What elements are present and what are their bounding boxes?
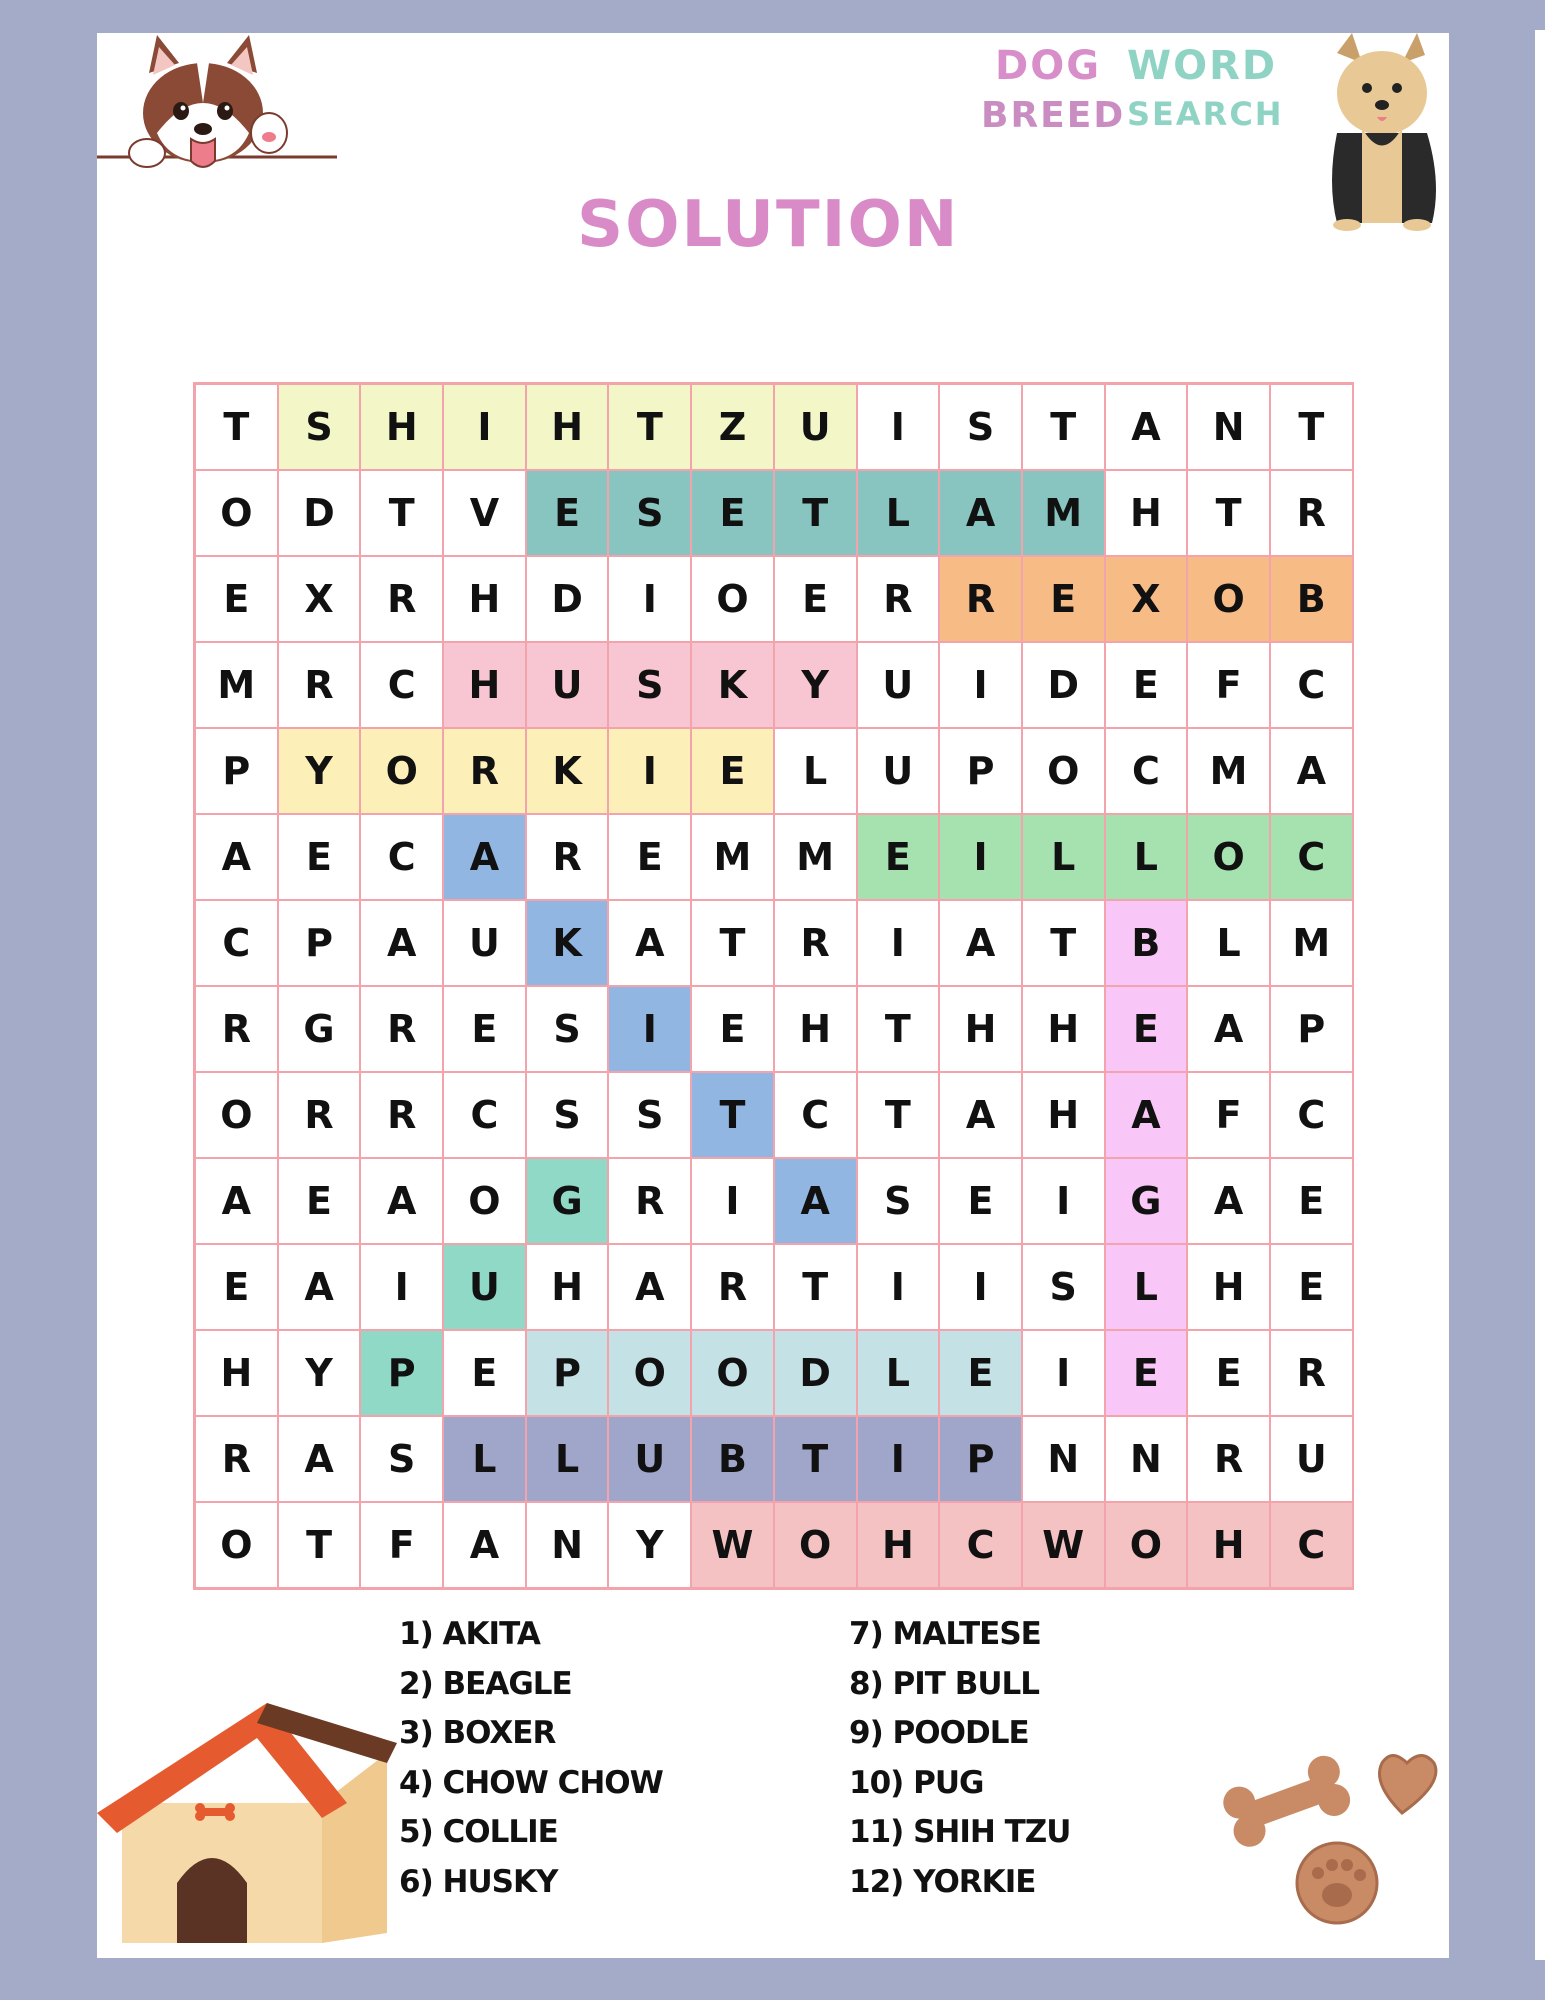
grid-cell: L — [443, 1416, 526, 1502]
grid-cell: E — [1105, 1330, 1188, 1416]
grid-cell: M — [774, 814, 857, 900]
grid-cell: H — [1022, 986, 1105, 1072]
grid-cell: R — [278, 1072, 361, 1158]
grid-cell: A — [443, 814, 526, 900]
grid-cell: F — [360, 1502, 443, 1588]
grid-cell: N — [526, 1502, 609, 1588]
grid-cell: L — [857, 470, 940, 556]
grid-cell: E — [691, 728, 774, 814]
grid-cell: M — [691, 814, 774, 900]
grid-cell: R — [1270, 470, 1353, 556]
grid-cell: P — [1270, 986, 1353, 1072]
title-dog: DOG — [995, 43, 1102, 89]
grid-cell: I — [857, 900, 940, 986]
grid-cell: B — [1270, 556, 1353, 642]
grid-cell: G — [278, 986, 361, 1072]
grid-cell: S — [278, 384, 361, 470]
grid-cell: F — [1187, 642, 1270, 728]
grid-cell: A — [608, 900, 691, 986]
grid-cell: L — [774, 728, 857, 814]
grid-cell: T — [691, 900, 774, 986]
grid-cell: A — [939, 470, 1022, 556]
grid-cell: Y — [774, 642, 857, 728]
word-search-grid — [193, 382, 1354, 1590]
grid-cell: I — [939, 642, 1022, 728]
worksheet-page — [97, 33, 1449, 1958]
grid-cell: A — [195, 1158, 278, 1244]
grid-cell: L — [1105, 814, 1188, 900]
grid-cell: R — [278, 642, 361, 728]
grid-cell: A — [1270, 728, 1353, 814]
solution-heading: SOLUTION — [577, 188, 960, 262]
grid-cell: M — [195, 642, 278, 728]
grid-cell: R — [857, 556, 940, 642]
grid-cell: L — [526, 1416, 609, 1502]
grid-cell: R — [1270, 1330, 1353, 1416]
next-page-edge — [1535, 30, 1545, 1960]
grid-cell: E — [691, 470, 774, 556]
grid-cell: H — [1187, 1244, 1270, 1330]
grid-cell: E — [526, 470, 609, 556]
title-search: SEARCH — [1127, 95, 1284, 133]
grid-cell: U — [608, 1416, 691, 1502]
grid-cell: A — [939, 1072, 1022, 1158]
grid-cell: R — [360, 1072, 443, 1158]
grid-cell: T — [774, 1416, 857, 1502]
word-list-item: 5) COLLIE — [399, 1814, 558, 1850]
grid-cell: I — [939, 814, 1022, 900]
grid-cell: E — [691, 986, 774, 1072]
grid-cell: I — [360, 1244, 443, 1330]
doghouse-illustration — [97, 1693, 397, 1943]
grid-cell: S — [526, 1072, 609, 1158]
grid-cell: O — [1187, 556, 1270, 642]
grid-cell: H — [774, 986, 857, 1072]
grid-cell: E — [939, 1330, 1022, 1416]
grid-cell: S — [939, 384, 1022, 470]
grid-cell: N — [1022, 1416, 1105, 1502]
grid-cell: T — [278, 1502, 361, 1588]
grid-cell: I — [443, 384, 526, 470]
husky-peeking-illustration — [97, 33, 342, 183]
grid-cell: O — [691, 556, 774, 642]
grid-cell: I — [691, 1158, 774, 1244]
grid-cell: K — [526, 900, 609, 986]
word-list-item: 10) PUG — [849, 1764, 984, 1801]
grid-cell: P — [360, 1330, 443, 1416]
grid-cell: T — [1187, 470, 1270, 556]
grid-cell: F — [1187, 1072, 1270, 1158]
grid-cell: C — [1270, 1072, 1353, 1158]
grid-cell: T — [857, 986, 940, 1072]
grid-cell: C — [443, 1072, 526, 1158]
grid-cell: I — [608, 556, 691, 642]
grid-cell: N — [1187, 384, 1270, 470]
grid-cell: L — [1022, 814, 1105, 900]
grid-cell: L — [1187, 900, 1270, 986]
grid-cell: C — [360, 814, 443, 900]
grid-cell: P — [939, 1416, 1022, 1502]
grid-cell: Y — [278, 1330, 361, 1416]
grid-cell: A — [360, 900, 443, 986]
grid-cell: T — [1022, 900, 1105, 986]
grid-cell: E — [443, 986, 526, 1072]
title-word: WORD — [1127, 43, 1278, 89]
grid-cell: C — [774, 1072, 857, 1158]
grid-cell: E — [1022, 556, 1105, 642]
grid-cell: G — [1105, 1158, 1188, 1244]
grid-cell: A — [1105, 1072, 1188, 1158]
grid-cell: R — [195, 986, 278, 1072]
grid-cell: D — [774, 1330, 857, 1416]
grid-cell: S — [360, 1416, 443, 1502]
grid-cell: U — [774, 384, 857, 470]
grid-cell: O — [1187, 814, 1270, 900]
grid-cell: B — [691, 1416, 774, 1502]
grid-cell: E — [195, 556, 278, 642]
grid-cell: T — [691, 1072, 774, 1158]
grid-cell: P — [939, 728, 1022, 814]
grid-cell: X — [1105, 556, 1188, 642]
grid-cell: I — [939, 1244, 1022, 1330]
word-list-item: 1) AKITA — [399, 1616, 540, 1652]
grid-cell: R — [360, 986, 443, 1072]
grid-cell: A — [195, 814, 278, 900]
grid-cell: E — [195, 1244, 278, 1330]
grid-cell: U — [1270, 1416, 1353, 1502]
word-list-item: 12) YORKIE — [849, 1863, 1036, 1900]
word-list-column-2 — [849, 1610, 1070, 1907]
grid-cell: R — [691, 1244, 774, 1330]
grid-cell: E — [939, 1158, 1022, 1244]
grid-cell: A — [1187, 1158, 1270, 1244]
grid-cell: S — [526, 986, 609, 1072]
grid-cell: A — [1187, 986, 1270, 1072]
word-list-item: 6) HUSKY — [399, 1863, 558, 1900]
grid-cell: C — [1105, 728, 1188, 814]
grid-cell: E — [608, 814, 691, 900]
grid-cell: O — [774, 1502, 857, 1588]
grid-cell: T — [195, 384, 278, 470]
grid-cell: H — [443, 556, 526, 642]
word-list-item: 8) PIT BULL — [849, 1665, 1040, 1702]
grid-cell: C — [360, 642, 443, 728]
grid-cell: X — [278, 556, 361, 642]
grid-cell: H — [857, 1502, 940, 1588]
grid-cell: L — [1105, 1244, 1188, 1330]
grid-cell: I — [608, 986, 691, 1072]
grid-cell: K — [526, 728, 609, 814]
grid-cell: O — [443, 1158, 526, 1244]
grid-cell: S — [1022, 1244, 1105, 1330]
grid-cell: H — [939, 986, 1022, 1072]
grid-cell: M — [1022, 470, 1105, 556]
grid-cell: M — [1187, 728, 1270, 814]
grid-cell: V — [443, 470, 526, 556]
grid-cell: H — [443, 642, 526, 728]
grid-cell: P — [195, 728, 278, 814]
grid-cell: R — [939, 556, 1022, 642]
grid-cell: E — [278, 814, 361, 900]
yorkie-illustration — [1307, 33, 1449, 233]
grid-cell: E — [1270, 1158, 1353, 1244]
word-list-item: 3) BOXER — [399, 1715, 556, 1751]
grid-cell: I — [857, 1416, 940, 1502]
grid-cell: T — [774, 470, 857, 556]
grid-cell: I — [608, 728, 691, 814]
grid-cell: O — [1105, 1502, 1188, 1588]
grid-cell: Z — [691, 384, 774, 470]
grid-cell: E — [443, 1330, 526, 1416]
grid-cell: D — [1022, 642, 1105, 728]
grid-cell: I — [857, 384, 940, 470]
grid-cell: E — [1105, 986, 1188, 1072]
grid-cell: A — [939, 900, 1022, 986]
grid-cell: O — [608, 1330, 691, 1416]
grid-cell: D — [278, 470, 361, 556]
grid-cell: T — [774, 1244, 857, 1330]
grid-cell: Y — [608, 1502, 691, 1588]
grid-cell: A — [774, 1158, 857, 1244]
grid-cell: R — [526, 814, 609, 900]
word-list-column-1 — [399, 1610, 663, 1907]
grid-cell: E — [774, 556, 857, 642]
grid-cell: W — [1022, 1502, 1105, 1588]
grid-cell: I — [1022, 1158, 1105, 1244]
grid-cell: L — [857, 1330, 940, 1416]
grid-cell: U — [443, 900, 526, 986]
grid-cell: O — [195, 1502, 278, 1588]
grid-cell: C — [1270, 1502, 1353, 1588]
grid-cell: R — [608, 1158, 691, 1244]
grid-cell: R — [443, 728, 526, 814]
grid-cell: R — [774, 900, 857, 986]
grid-cell: H — [1022, 1072, 1105, 1158]
grid-cell: R — [360, 556, 443, 642]
grid-cell: C — [195, 900, 278, 986]
grid-cell: T — [360, 470, 443, 556]
grid-cell: O — [195, 470, 278, 556]
grid-cell: M — [1270, 900, 1353, 986]
dog-treats-illustration — [1222, 1733, 1447, 1933]
grid-cell: A — [608, 1244, 691, 1330]
grid-cell: A — [443, 1502, 526, 1588]
grid-cell: U — [857, 642, 940, 728]
grid-cell: U — [526, 642, 609, 728]
grid-cell: O — [691, 1330, 774, 1416]
grid-cell: I — [1022, 1330, 1105, 1416]
grid-cell: U — [857, 728, 940, 814]
grid-cell: E — [1187, 1330, 1270, 1416]
grid-cell: E — [857, 814, 940, 900]
grid-cell: E — [278, 1158, 361, 1244]
grid-cell: H — [526, 384, 609, 470]
grid-cell: H — [526, 1244, 609, 1330]
word-list-item: 4) CHOW CHOW — [399, 1764, 663, 1801]
grid-cell: O — [360, 728, 443, 814]
grid-cell: C — [1270, 642, 1353, 728]
grid-cell: A — [360, 1158, 443, 1244]
grid-cell: C — [1270, 814, 1353, 900]
grid-cell: P — [526, 1330, 609, 1416]
grid-cell: T — [1270, 384, 1353, 470]
grid-cell: B — [1105, 900, 1188, 986]
word-list-item: 11) SHIH TZU — [849, 1814, 1071, 1850]
grid-cell: A — [1105, 384, 1188, 470]
grid-cell: T — [608, 384, 691, 470]
grid-cell: R — [1187, 1416, 1270, 1502]
grid-cell: C — [939, 1502, 1022, 1588]
grid-cell: G — [526, 1158, 609, 1244]
grid-cell: O — [195, 1072, 278, 1158]
word-list-item: 9) POODLE — [849, 1715, 1029, 1751]
grid-cell: Y — [278, 728, 361, 814]
grid-cell: S — [857, 1158, 940, 1244]
grid-cell: E — [1270, 1244, 1353, 1330]
word-list-item: 7) MALTESE — [849, 1616, 1041, 1652]
grid-cell: H — [1187, 1502, 1270, 1588]
grid-cell: A — [278, 1416, 361, 1502]
grid-cell: O — [1022, 728, 1105, 814]
grid-cell: S — [608, 642, 691, 728]
grid-cell: H — [360, 384, 443, 470]
grid-cell: I — [857, 1244, 940, 1330]
grid-cell: H — [1105, 470, 1188, 556]
grid-cell: S — [608, 470, 691, 556]
title-breed: BREED — [981, 95, 1126, 136]
grid-cell: E — [1105, 642, 1188, 728]
grid-cell: P — [278, 900, 361, 986]
grid-cell: A — [278, 1244, 361, 1330]
grid-cell: W — [691, 1502, 774, 1588]
word-list-item: 2) BEAGLE — [399, 1665, 572, 1702]
grid-cell: U — [443, 1244, 526, 1330]
grid-cell: K — [691, 642, 774, 728]
grid-cell: T — [1022, 384, 1105, 470]
grid-cell: N — [1105, 1416, 1188, 1502]
grid-cell: D — [526, 556, 609, 642]
grid-cell: H — [195, 1330, 278, 1416]
grid-cell: R — [195, 1416, 278, 1502]
grid-cell: T — [857, 1072, 940, 1158]
grid-cell: S — [608, 1072, 691, 1158]
